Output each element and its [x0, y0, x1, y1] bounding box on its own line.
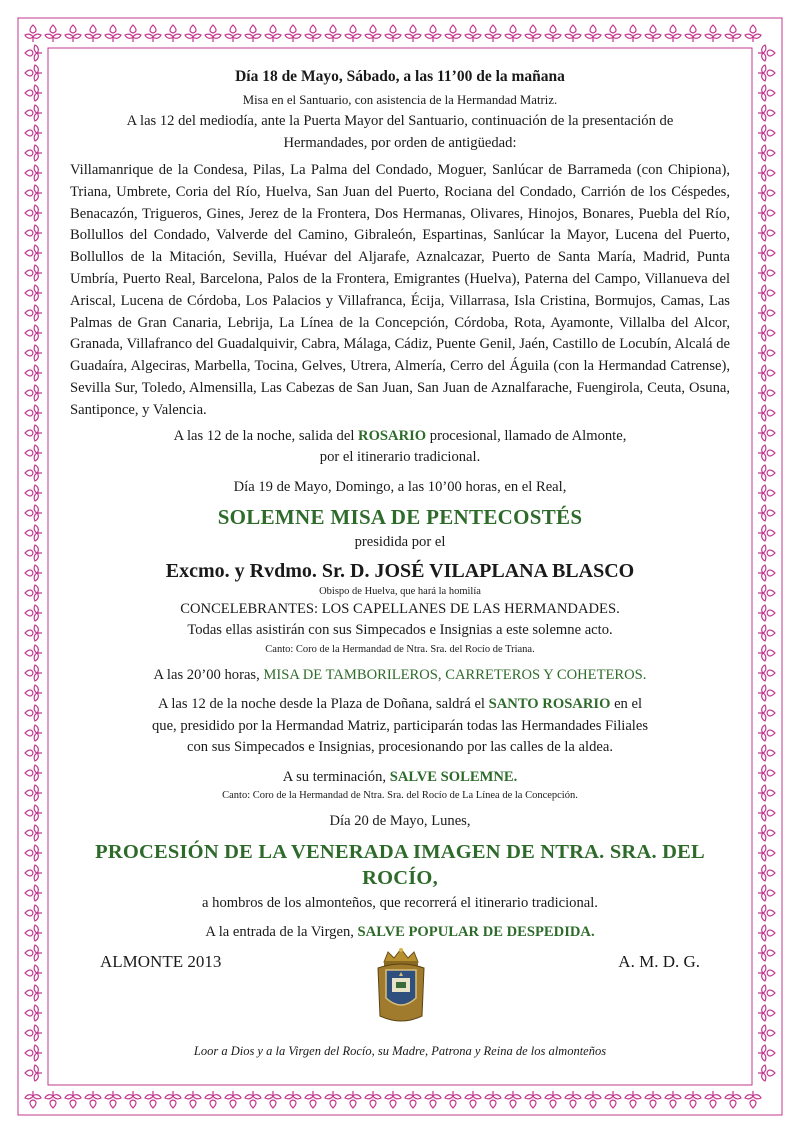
- border-motif: [265, 1091, 281, 1108]
- border-motif: [285, 1091, 301, 1108]
- border-motif: [25, 505, 42, 521]
- border-motif: [45, 1091, 61, 1108]
- border-motif: [758, 605, 775, 621]
- concelebrantes: CONCELEBRANTES: LOS CAPELLANES DE LAS HERMANDADES.: [180, 600, 620, 617]
- border-motif: [485, 1091, 501, 1108]
- border-motif: [745, 25, 761, 42]
- border-motif: [758, 105, 775, 121]
- border-motif: [25, 625, 42, 641]
- tamborileros-line: [70, 665, 730, 687]
- border-motif: [25, 165, 42, 181]
- border-motif: [105, 1091, 121, 1108]
- border-motif: [345, 25, 361, 42]
- border-motif: [758, 845, 775, 861]
- border-motif: [758, 585, 775, 601]
- border-motif: [758, 145, 775, 161]
- border-motif: [25, 325, 42, 341]
- border-motif: [25, 345, 42, 361]
- border-motif: [405, 1091, 421, 1108]
- border-motif: [25, 745, 42, 761]
- day18-title: Día 18 de Mayo, Sábado, a las 11’00 de la mañana: [235, 68, 565, 85]
- procesion-title: PROCESIÓN DE LA VENERADA IMAGEN DE NTRA. SRA. DEL ROCÍO,: [95, 840, 705, 889]
- border-motif: [365, 25, 381, 42]
- footer-left: ALMONTE 2013: [100, 952, 222, 971]
- hombros-line: a hombros de los almonteños, que recorrerá el itinerario tradicional.: [202, 894, 598, 911]
- entrada-line: [70, 922, 730, 944]
- border-motif: [385, 25, 401, 42]
- border-motif: [465, 25, 481, 42]
- border-motif: [758, 125, 775, 141]
- border-motif: [265, 25, 281, 42]
- border-motif: [685, 25, 701, 42]
- border-motif: [25, 245, 42, 261]
- border-motif: [758, 265, 775, 281]
- border-motif: [758, 765, 775, 781]
- entrada-highlight: SALVE POPULAR DE DESPEDIDA.: [357, 924, 595, 941]
- border-motif: [465, 1091, 481, 1108]
- border-motif: [585, 1091, 601, 1108]
- footer-right: A. M. D. G.: [618, 952, 700, 971]
- border-motif: [25, 25, 41, 42]
- border-motif: [505, 25, 521, 42]
- border-motif: [25, 105, 42, 121]
- misa-pentecostes-title: SOLEMNE MISA DE PENTECOSTÉS: [217, 505, 583, 530]
- border-motif: [25, 905, 42, 921]
- border-motif: [225, 25, 241, 42]
- entrada-pre: A la entrada de la Virgen,: [205, 924, 358, 941]
- border-motif: [758, 445, 775, 461]
- border-motif: [645, 25, 661, 42]
- border-motif: [758, 305, 775, 321]
- border-motif: [665, 25, 681, 42]
- border-motif: [25, 1025, 42, 1041]
- border-motif: [705, 1091, 721, 1108]
- border-motif: [545, 1091, 561, 1108]
- hermandades-list: Villamanrique de la Condesa, Pilas, La Palma del Condado, Moguer, Sanlúcar de Barrameda (con Chipiona), Triana, Umbrete, Coria del Río, Huelva, San Juan del Puerto, Rociana del Condado, Carrión de los Céspedes, Benacazón, Trigueros, Gines, Jerez de la Frontera, Dos Hermanas, Olivares, Hinojos, Bonares, Puebla del Río, Bollullos del Condado, Valverde del Camino, Gibraleón, Espartinas, Sanlúcar la Mayor, Lucena del Puerto, Bollullos de la Mitación, Sevilla, Huévar del Aljarafe, Aznalcazar, Puerto de Santa María, Madrid, Punta Umbría, Puerto Real, Barcelona, Palos de la Frontera, Emigrantes (Huelva), Paterna del Campo, Villanueva del Ariscal, Lucena de Córdoba, Los Palacios y Villafranca, Écija, Villarrasa, Isla Cristina, Bormujos, Camas, Las Palmas de Gran Canaria, Lebrija, La Línea de la Concepción, Córdoba, Rota, Ayamonte, Villalba del Alcor, Granada, Villafranco del Guadalquivir, Cabra, Málaga, Cádiz, Puente Genil, Jaén, Castillo de Locubín, Alcalá de Guadaíra, Algeciras, Marbella, Tocina, Gelves, Utrera, Almería, Cerro del Águila (con la Hermandad Catrense), Sevilla Sur, Toledo, Almensilla, Las Cabezas de San Juan, San Juan de Aznalfarache, Fuengirola, Ceuta, Osuna, Santiponce, y Valencia.: [70, 162, 730, 418]
- border-motif: [758, 505, 775, 521]
- border-motif: [125, 25, 141, 42]
- border-motif: [185, 25, 201, 42]
- border-motif: [25, 125, 42, 141]
- salve-highlight: SALVE SOLEMNE.: [389, 768, 518, 785]
- day18-presentacion-line1: A las 12 del mediodía, ante la Puerta Mayor del Santuario, continuación de la presentación de: [126, 113, 674, 129]
- border-motif: [758, 485, 775, 501]
- border-motif: [325, 25, 341, 42]
- border-motif: [758, 185, 775, 201]
- salve-solemne-line: [70, 767, 730, 789]
- border-motif: [25, 885, 42, 901]
- programme-content: [70, 66, 730, 944]
- border-motif: [25, 385, 42, 401]
- presidida-por: presidida por el: [354, 534, 446, 551]
- border-motif: [25, 1091, 41, 1108]
- border-motif: [25, 465, 42, 481]
- border-motif: [145, 1091, 161, 1108]
- border-motif: [758, 565, 775, 581]
- border-motif: [25, 945, 42, 961]
- border-motif: [758, 325, 775, 341]
- tamborileros-highlight: MISA DE TAMBORILEROS, CARRETEROS Y COHETEROS.: [263, 666, 647, 683]
- border-motif: [145, 25, 161, 42]
- border-motif: [25, 445, 42, 461]
- border-motif: [25, 145, 42, 161]
- border-motif: [505, 1091, 521, 1108]
- border-motif: [685, 1091, 701, 1108]
- border-motif: [405, 25, 421, 42]
- border-motif: [25, 485, 42, 501]
- salve-pre: A su terminación,: [282, 768, 390, 785]
- border-motif: [565, 1091, 581, 1108]
- border-motif: [758, 245, 775, 261]
- santo-rosario-line1: [70, 694, 730, 716]
- border-motif: [25, 185, 42, 201]
- border-motif: [165, 25, 181, 42]
- day18-misa: Misa en el Santuario, con asistencia de la Hermandad Matriz.: [242, 92, 558, 107]
- border-motif: [758, 285, 775, 301]
- border-motif: [25, 45, 42, 61]
- border-motif: [25, 525, 42, 541]
- border-motif: [758, 405, 775, 421]
- border-motif: [25, 1065, 42, 1081]
- border-motif: [605, 25, 621, 42]
- border-motif: [85, 1091, 101, 1108]
- border-motif: [758, 365, 775, 381]
- rosario-line1: [70, 426, 730, 448]
- border-motif: [758, 745, 775, 761]
- border-motif: [725, 25, 741, 42]
- border-motif: [185, 1091, 201, 1108]
- canto-triana: Canto: Coro de la Hermandad de Ntra. Sra. del Rocío de Triana.: [265, 643, 535, 655]
- border-motif: [425, 25, 441, 42]
- border-motif: [758, 1045, 775, 1061]
- border-motif: [758, 465, 775, 481]
- border-motif: [245, 25, 261, 42]
- border-motif: [758, 1005, 775, 1021]
- border-motif: [545, 25, 561, 42]
- border-motif: [105, 25, 121, 42]
- border-motif: [758, 705, 775, 721]
- border-motif: [25, 1005, 42, 1021]
- border-motif: [445, 25, 461, 42]
- border-motif: [625, 1091, 641, 1108]
- border-motif: [325, 1091, 341, 1108]
- border-motif: [345, 1091, 361, 1108]
- border-motif: [758, 425, 775, 441]
- border-motif: [758, 1025, 775, 1041]
- border-motif: [245, 1091, 261, 1108]
- border-motif: [25, 405, 42, 421]
- border-motif: [25, 845, 42, 861]
- border-motif: [25, 85, 42, 101]
- border-motif: [758, 685, 775, 701]
- border-motif: [25, 985, 42, 1001]
- border-motif: [85, 25, 101, 42]
- border-motif: [758, 985, 775, 1001]
- rosario-line2: por el itinerario tradicional.: [319, 449, 481, 466]
- border-motif: [205, 1091, 221, 1108]
- border-motif: [285, 25, 301, 42]
- border-motif: [25, 365, 42, 381]
- border-motif: [758, 665, 775, 681]
- border-motif: [758, 945, 775, 961]
- border-motif: [625, 25, 641, 42]
- border-motif: [65, 25, 81, 42]
- border-motif: [25, 205, 42, 221]
- border-motif: [25, 585, 42, 601]
- border-motif: [525, 1091, 541, 1108]
- border-motif: [758, 65, 775, 81]
- border-motif: [365, 1091, 381, 1108]
- tamborileros-pre: A las 20’00 horas,: [153, 666, 264, 683]
- border-motif: [165, 1091, 181, 1108]
- border-motif: [65, 1091, 81, 1108]
- rosario-highlight: ROSARIO: [358, 427, 427, 444]
- border-motif: [25, 605, 42, 621]
- border-motif: [758, 1065, 775, 1081]
- border-motif: [225, 1091, 241, 1108]
- border-motif: [725, 1091, 741, 1108]
- border-motif: [445, 1091, 461, 1108]
- border-motif: [758, 925, 775, 941]
- border-motif: [25, 925, 42, 941]
- border-motif: [745, 1091, 761, 1108]
- bishop-subtitle: Obispo de Huelva, que hará la homilía: [319, 585, 481, 597]
- border-motif: [25, 725, 42, 741]
- border-motif: [45, 25, 61, 42]
- asistiran: Todas ellas asistirán con sus Simpecados e Insignias a este solemne acto.: [187, 622, 613, 639]
- border-motif: [585, 25, 601, 42]
- santo-rosario-pre: A las 12 de la noche desde la Plaza de Doñana, saldrá el: [157, 696, 489, 713]
- border-motif: [25, 265, 42, 281]
- border-motif: [605, 1091, 621, 1108]
- rosario-pre: A las 12 de la noche, salida del: [173, 427, 359, 444]
- border-motif: [425, 1091, 441, 1108]
- border-motif: [25, 425, 42, 441]
- santo-rosario-line2: que, presidido por la Hermandad Matriz, participarán todas las Hermandades Filiales: [151, 717, 649, 734]
- canto-la-linea: Canto: Coro de la Hermandad de Ntra. Sra. del Rocío de La Línea de la Concepción.: [222, 790, 578, 802]
- border-motif: [125, 1091, 141, 1108]
- border-motif: [25, 965, 42, 981]
- border-motif: [25, 785, 42, 801]
- coat-of-arms-icon: [372, 946, 430, 1026]
- border-motif: [25, 645, 42, 661]
- border-motif: [758, 865, 775, 881]
- border-motif: [758, 825, 775, 841]
- border-motif: [25, 225, 42, 241]
- border-motif: [758, 165, 775, 181]
- border-motif: [25, 565, 42, 581]
- border-motif: [25, 1045, 42, 1061]
- border-motif: [758, 45, 775, 61]
- bishop-name: Excmo. y Rvdmo. Sr. D. JOSÉ VILAPLANA BLASCO: [165, 559, 635, 582]
- rosario-post: procesional, llamado de Almonte,: [426, 427, 627, 444]
- border-motif: [25, 705, 42, 721]
- border-motif: [305, 1091, 321, 1108]
- border-motif: [758, 725, 775, 741]
- border-motif: [25, 305, 42, 321]
- border-motif: [525, 25, 541, 42]
- border-motif: [758, 965, 775, 981]
- border-motif: [665, 1091, 681, 1108]
- border-motif: [305, 25, 321, 42]
- border-motif: [25, 865, 42, 881]
- border-motif: [645, 1091, 661, 1108]
- border-motif: [758, 805, 775, 821]
- border-motif: [758, 525, 775, 541]
- border-motif: [25, 685, 42, 701]
- santo-rosario-highlight: SANTO ROSARIO: [488, 696, 611, 713]
- day18-presentacion-line2: Hermandades, por orden de antigüedad:: [283, 134, 517, 151]
- border-motif: [758, 225, 775, 241]
- border-motif: [25, 765, 42, 781]
- border-motif: [25, 805, 42, 821]
- border-motif: [758, 385, 775, 401]
- border-motif: [758, 905, 775, 921]
- day19-intro: Día 19 de Mayo, Domingo, a las 10’00 horas, en el Real,: [233, 478, 567, 495]
- border-motif: [758, 205, 775, 221]
- border-motif: [25, 285, 42, 301]
- motto: Loor a Dios y a la Virgen del Rocío, su Madre, Patrona y Reina de los almonteños: [193, 1044, 607, 1058]
- border-motif: [758, 885, 775, 901]
- border-motif: [385, 1091, 401, 1108]
- border-motif: [758, 625, 775, 641]
- border-motif: [25, 65, 42, 81]
- border-motif: [758, 345, 775, 361]
- border-motif: [565, 25, 581, 42]
- day20-intro: Día 20 de Mayo, Lunes,: [329, 813, 471, 830]
- border-motif: [758, 645, 775, 661]
- border-motif: [485, 25, 501, 42]
- border-motif: [705, 25, 721, 42]
- santo-rosario-line3: con sus Simpecados e Insignias, procesionando por las calles de la aldea.: [187, 739, 613, 756]
- border-motif: [758, 785, 775, 801]
- santo-rosario-post: en el: [610, 696, 643, 713]
- border-motif: [25, 545, 42, 561]
- border-motif: [205, 25, 221, 42]
- border-motif: [758, 85, 775, 101]
- border-motif: [25, 665, 42, 681]
- border-motif: [25, 825, 42, 841]
- border-motif: [758, 545, 775, 561]
